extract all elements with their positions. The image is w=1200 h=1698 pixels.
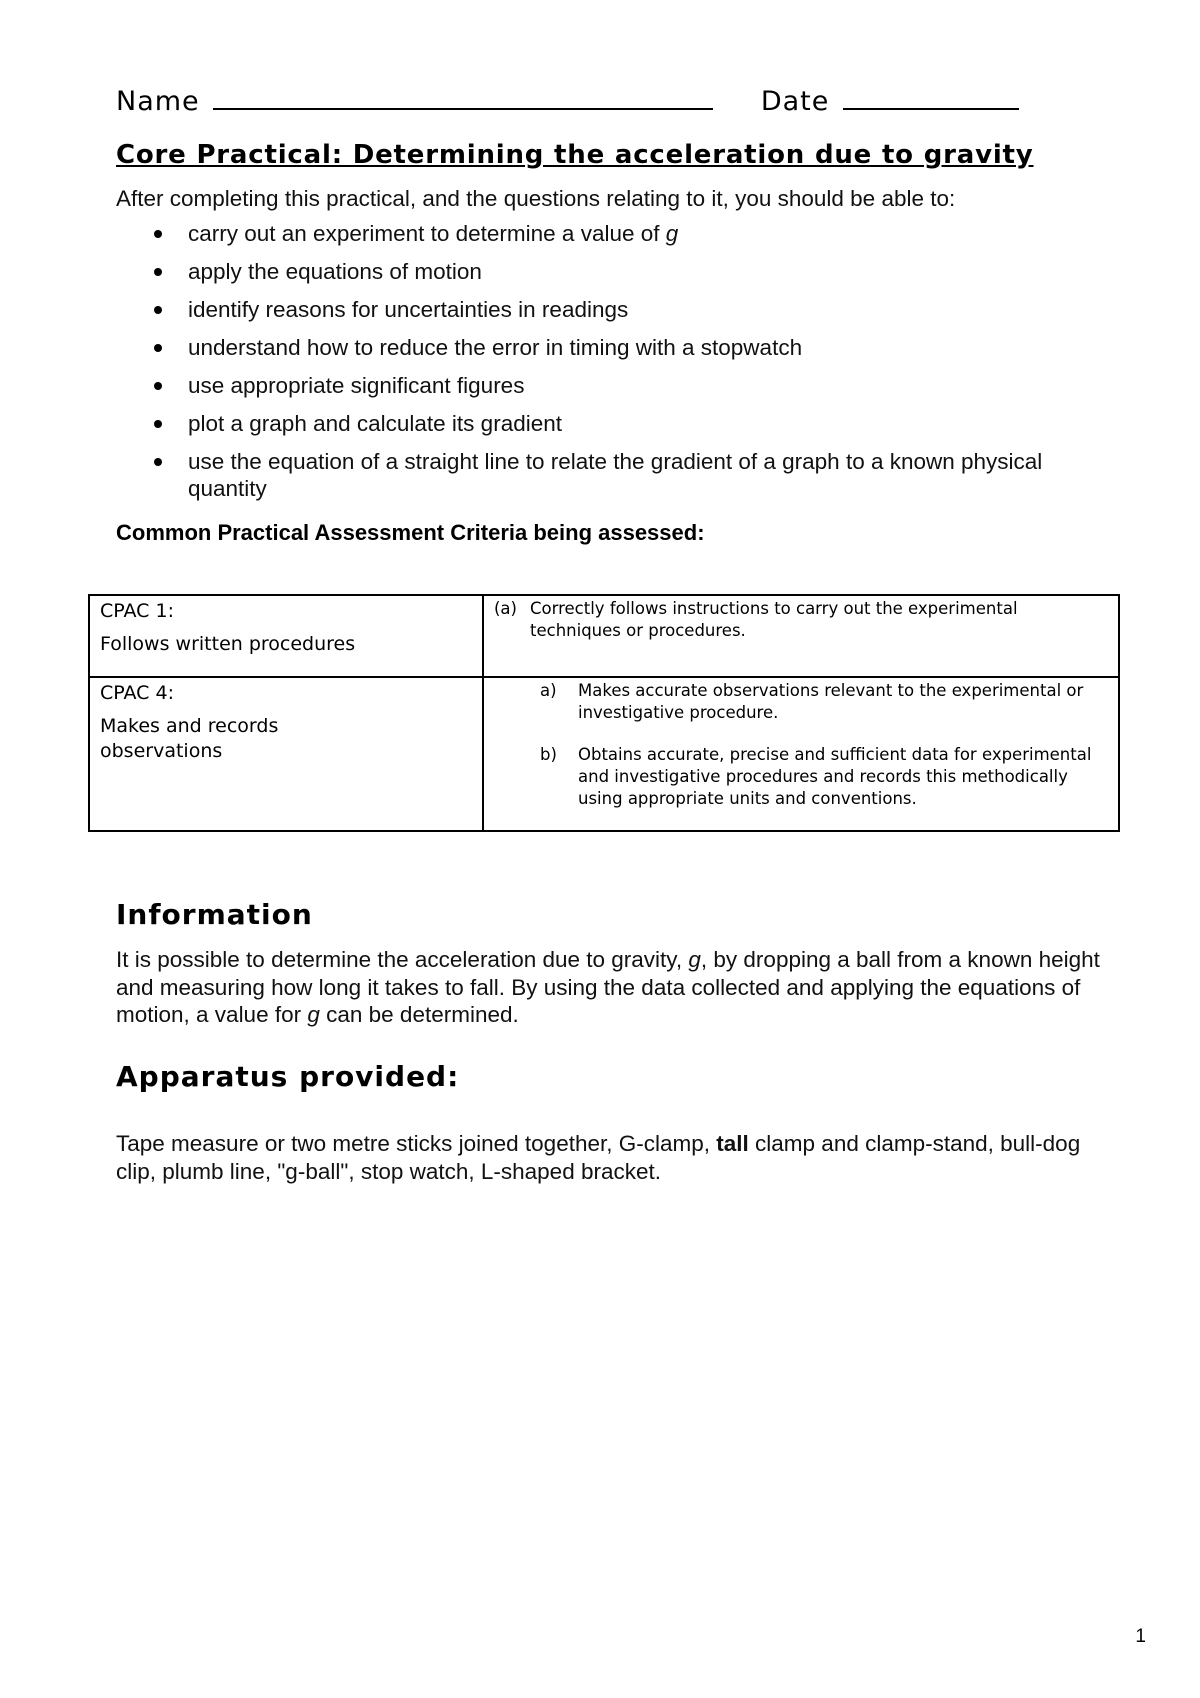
apparatus-heading: Apparatus provided: <box>116 1060 460 1093</box>
bullet-icon <box>154 420 162 428</box>
criterion-text: Makes accurate observations relevant to the experimental or investigative procedure. <box>578 681 1084 722</box>
name-label: Name <box>116 86 200 117</box>
list-item: identify reasons for uncertainties in readings <box>116 296 1056 323</box>
cpac-label: CPAC 1: <box>100 600 174 622</box>
bullet-icon <box>154 230 162 238</box>
criterion <box>494 744 1110 810</box>
apparatus-paragraph: Tape measure or two metre sticks joined together, G-clamp, tall clamp and clamp-stand, bull-dog clip, plumb line, "g-ball", stop watch, L-shaped bracket. <box>116 1131 1081 1184</box>
list-item: use appropriate significant figures <box>116 372 1056 399</box>
cpac-label: CPAC 4: <box>100 682 174 704</box>
list-item: carry out an experiment to determine a value of g <box>116 220 1056 247</box>
learning-outcomes-list <box>116 220 1056 502</box>
criterion-text: Obtains accurate, precise and sufficient data for experimental and investigative procedures and records this methodically using appropriate units and conventions. <box>578 745 1092 808</box>
date-label: Date <box>760 86 830 117</box>
page-title: Core Practical: Determining the acceleration due to gravity <box>116 140 1034 170</box>
information-heading: Information <box>116 898 313 931</box>
criterion-marker: b) <box>540 745 557 764</box>
criteria-cell <box>483 595 1119 677</box>
bullet-icon <box>154 306 162 314</box>
list-item: use the equation of a straight line to relate the gradient of a graph to a known physical quantity <box>116 448 1056 502</box>
name-field[interactable] <box>213 86 713 110</box>
criterion <box>494 598 1110 642</box>
bullet-icon <box>154 458 162 466</box>
information-paragraph: It is possible to determine the acceleration due to gravity, g, by dropping a ball from a known height and measuring how long it takes to fall. By using the data collected and applying the equations of motion, a value for g can be determined. <box>116 947 1100 1027</box>
table-row <box>89 677 1119 831</box>
cpac-description: Makes and records observations <box>100 715 279 762</box>
cpac-cell <box>89 595 483 677</box>
criterion-marker: (a) <box>494 599 517 618</box>
list-item: understand how to reduce the error in timing with a stopwatch <box>116 334 1056 361</box>
list-item: plot a graph and calculate its gradient <box>116 410 1056 437</box>
cpac-description: Follows written procedures <box>100 633 356 655</box>
list-item: apply the equations of motion <box>116 258 1056 285</box>
bullet-icon <box>154 382 162 390</box>
cpac-cell <box>89 677 483 831</box>
intro-text: After completing this practical, and the questions relating to it, you should be able to: <box>116 186 956 211</box>
criterion <box>494 680 1110 724</box>
cpac-heading: Common Practical Assessment Criteria being assessed: <box>116 520 705 545</box>
page-number: 1 <box>1135 1626 1146 1647</box>
cpac-table <box>88 594 1120 832</box>
criterion-text: Correctly follows instructions to carry out the experimental techniques or procedures. <box>530 599 1018 640</box>
date-field[interactable] <box>843 86 1019 110</box>
criteria-cell <box>483 677 1119 831</box>
bullet-icon <box>154 268 162 276</box>
criterion-marker: a) <box>540 681 557 700</box>
table-row <box>89 595 1119 677</box>
name-date-row <box>116 86 1019 117</box>
bullet-icon <box>154 344 162 352</box>
